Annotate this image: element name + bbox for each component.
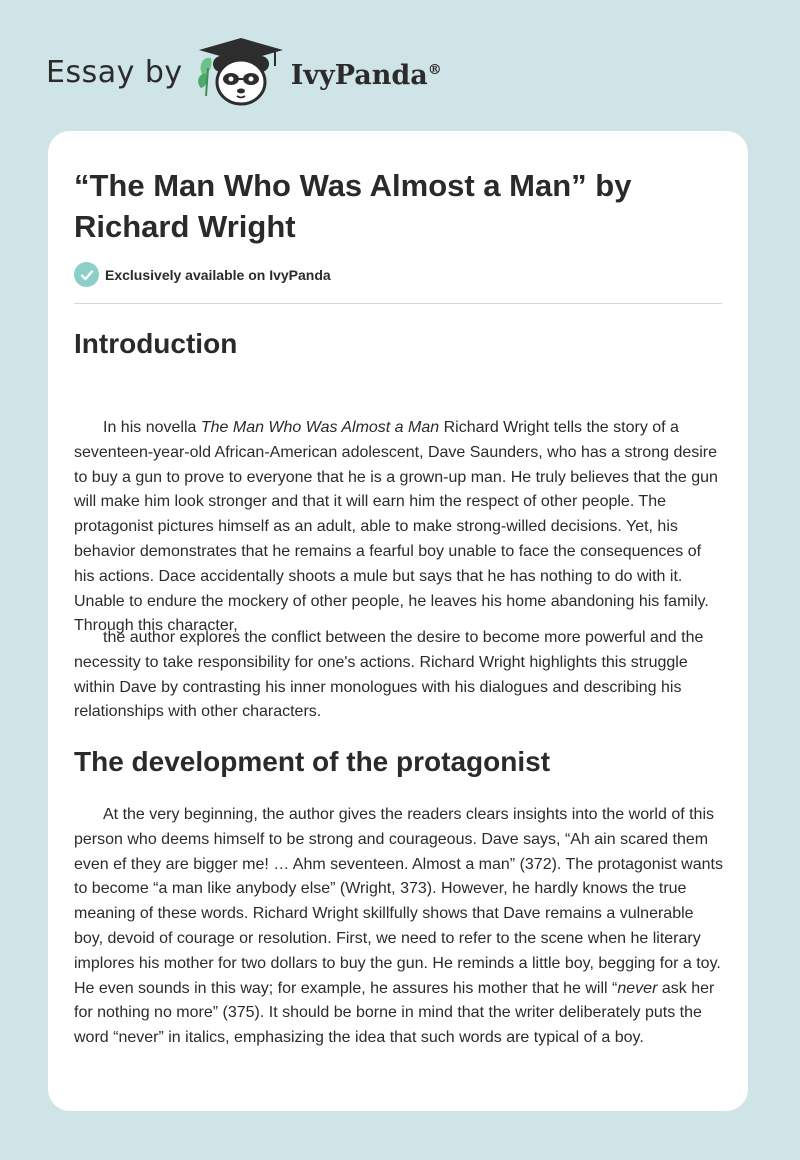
italic-phrase: never bbox=[617, 979, 658, 997]
paragraph: the author explores the conflict between the desire to become more powerful and the necessity to take responsibility for one's actions. Richard Wright highlights this struggle within Dave by contrasting his inner monologues with his dialogues and describing his relationships with other characters. bbox=[74, 629, 704, 721]
panda-logo-icon bbox=[195, 34, 287, 110]
section-heading-development: The development of the protagonist bbox=[74, 746, 551, 777]
exclusive-badge bbox=[74, 262, 331, 287]
paragraph: At the very beginning, the author gives the readers clears insights into the world of this person who deems himself to be strong and courageous. Dave says, “Ah ain scared them even ef they are bigger me! … Ahm seventeen. Almost a man” (372). The protagonist wants to become “a man like anybody else” (Wright, 373). However, he hardly knows the true meaning of these words. Richard Wright skillfully shows that Dave remains a vulnerable boy, devoid of courage or resolution. First, we need to refer to the scene when he literary implores his mother for two dollars to buy the gun. He reminds a little boy, begging for a toy. He even sounds in this way; for example, he assures his mother that he will “never ask her for nothing no more” (375). It should be borne in mind that the writer deliberately puts the word “never” in italics, emphasizing the idea that such words are typical of a boy. bbox=[74, 806, 723, 1047]
paragraph: In his novella The Man Who Was Almost a Man Richard Wright tells the story of a seventeen-year-old African-American adolescent, Dave Saunders, who has a strong desire to buy a gun to prove to everyone that he is a grown-up man. He truly believes that the gun will make him look stronger and that it will earn him the respect of other people. The protagonist pictures himself as an adult, able to make strong-willed decisions. Yet, his behavior demonstrates that he remains a fearful boy unable to face the consequences of his actions. Dace accidentally shoots a mule but says that he has nothing to do with it. Unable to endure the mockery of other people, he leaves his home abandoning his family. Through this character, bbox=[74, 419, 718, 635]
badge-label: Exclusively available on IvyPanda bbox=[105, 266, 331, 283]
section-heading-introduction: Introduction bbox=[74, 328, 238, 359]
brand-prefix: Essay by bbox=[46, 54, 183, 90]
divider bbox=[74, 303, 722, 304]
site-brand[interactable] bbox=[46, 34, 442, 110]
essay-card bbox=[48, 131, 748, 1111]
italic-phrase: The Man Who Was Almost a Man bbox=[200, 419, 440, 436]
essay-title: “The Man Who Was Almost a Man” by Richard Wright bbox=[74, 168, 632, 244]
check-icon bbox=[74, 262, 99, 287]
brand-name: IvyPanda® bbox=[290, 59, 442, 91]
